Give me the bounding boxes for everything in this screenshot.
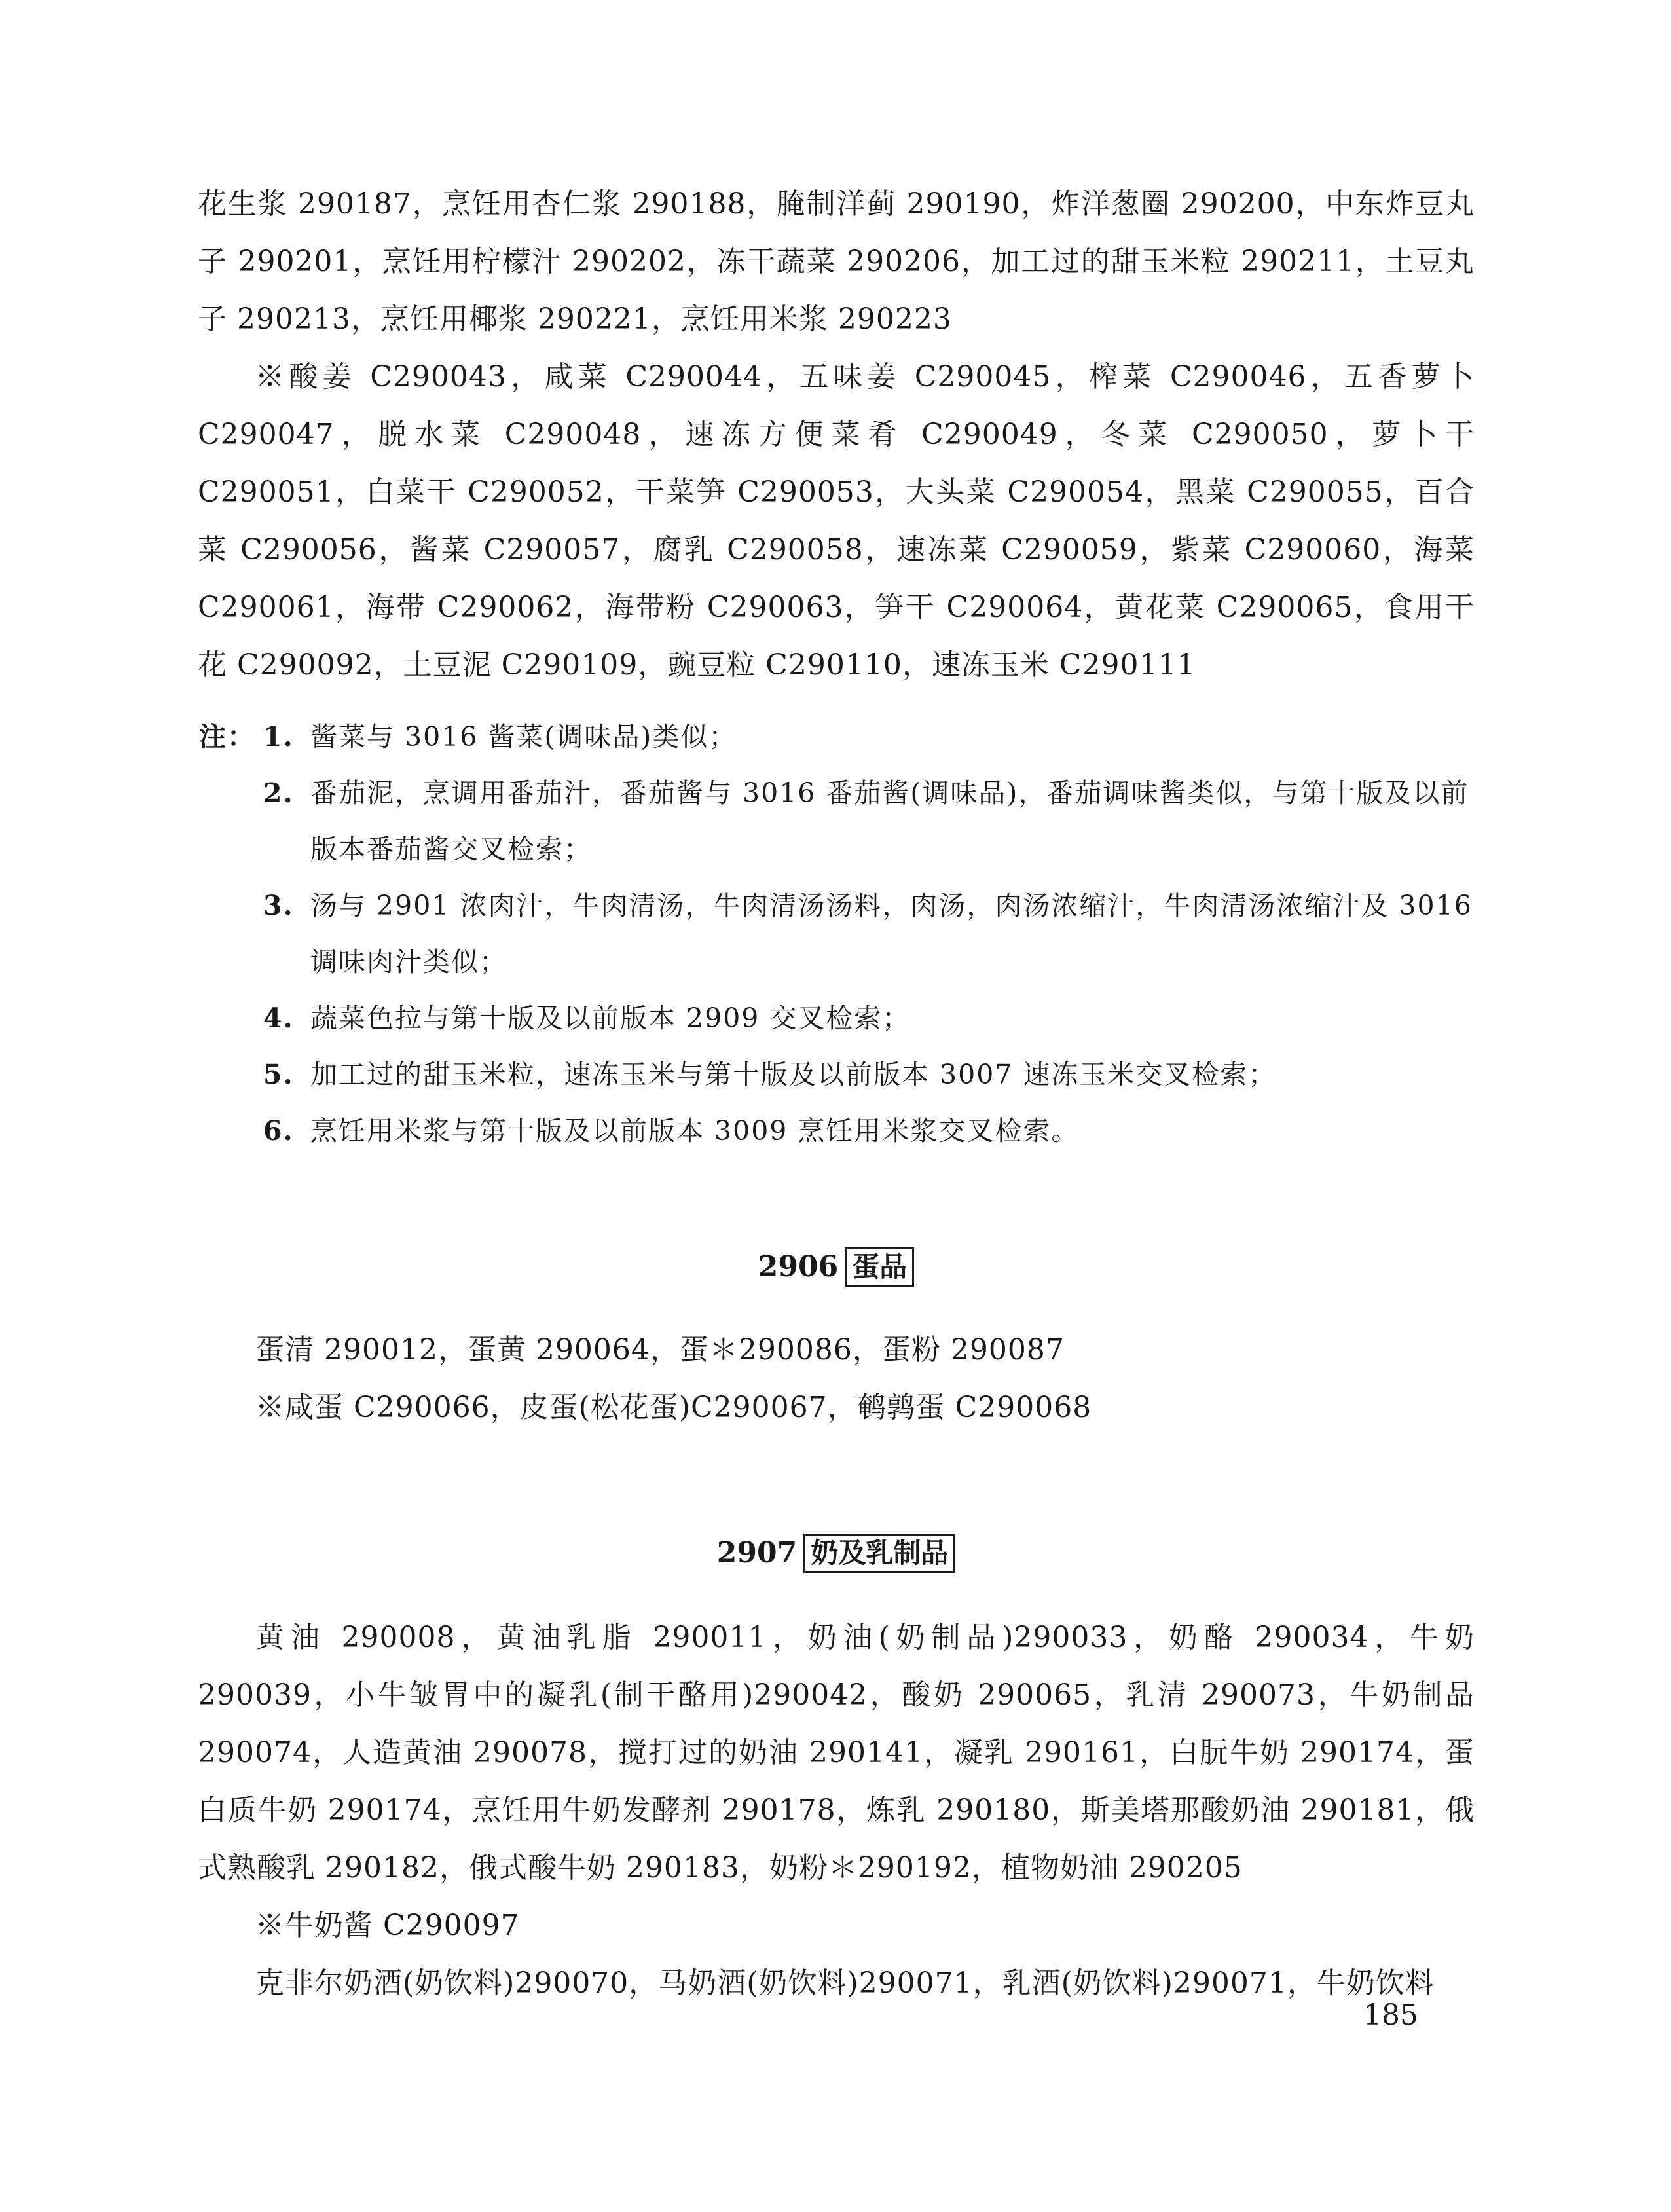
section-2906-heading — [198, 1247, 1475, 1287]
section-2906-paragraph-2: ※咸蛋 C290066，皮蛋(松花蛋)C290067，鹌鹑蛋 C290068 — [255, 1391, 1092, 1424]
note-text: 蔬菜色拉与第十版及以前版本 2909 交叉检索； — [310, 1003, 911, 1034]
notes-prefix: 注： — [199, 721, 255, 752]
note-item — [263, 1103, 1475, 1159]
section-2907-heading — [198, 1534, 1475, 1573]
section-2907-number: 2907 — [716, 1536, 798, 1570]
notes-block — [199, 709, 1475, 1159]
note-text: 汤与 2901 浓肉汁，牛肉清汤，牛肉清汤汤料，肉汤，肉汤浓缩汁，牛肉清汤浓缩汁及 3016 调味肉汁类似； — [310, 890, 1473, 978]
section-2906-paragraph-1: 蛋清 290012，蛋黄 290064，蛋＊290086，蛋粉 290087 — [255, 1333, 1065, 1367]
note-text: 番茄泥，烹调用番茄汁，番茄酱与 3016 番茄酱(调味品)，番茄调味酱类似，与第十版及以前版本番茄酱交叉检索； — [310, 777, 1469, 865]
note-item — [263, 1046, 1475, 1103]
note-item — [199, 709, 1475, 765]
note-item — [263, 765, 1475, 877]
note-item — [263, 990, 1475, 1046]
section-2906-title: 蛋品 — [845, 1247, 914, 1287]
note-number: 3. — [263, 890, 294, 921]
section-2905-paragraph-2: ※酸姜 C290043，咸菜 C290044，五味姜 C290045，榨菜 C290046，五香萝卜 C290047，脱水菜 C290048，速冻方便菜肴 C290049，冬菜 C290050，萝卜干 C290051，白菜干 C290052，干菜笋 C290053，大头菜 C290054，黑菜 C290055，百合菜 C290056，酱菜 C290057，腐乳 C290058，速冻菜 C290059，紫菜 C290060，海菜 C290061，海带 C290062，海带粉 C290063，笋干 C290064，黄花菜 C290065，食用干花 C290092，土豆泥 C290109，豌豆粒 C290110，速冻玉米 C290111 — [198, 360, 1475, 682]
section-2907-title: 奶及乳制品 — [803, 1534, 955, 1573]
document-page — [198, 0, 1475, 2212]
note-item — [263, 877, 1475, 990]
note-text: 加工过的甜玉米粒，速冻玉米与第十版及以前版本 3007 速冻玉米交叉检索； — [310, 1059, 1277, 1090]
section-2907-paragraph-3: 克非尔奶酒(奶饮料)290070，马奶酒(奶饮料)290071，乳酒(奶饮料)290071，牛奶饮料 — [255, 1966, 1435, 2000]
note-text: 酱菜与 3016 酱菜(调味品)类似； — [310, 721, 737, 752]
section-2907-paragraph-2: ※牛奶酱 C290097 — [255, 1909, 520, 1942]
note-text: 烹饪用米浆与第十版及以前版本 3009 烹饪用米浆交叉检索。 — [310, 1115, 1080, 1147]
section-2907-paragraph-1: 黄油 290008，黄油乳脂 290011，奶油(奶制品)290033，奶酪 290034，牛奶 290039，小牛皱胃中的凝乳(制干酪用)290042，酸奶 290065，乳清 290073，牛奶制品 290074，人造黄油 290078，搅打过的奶油 290141，凝乳 290161，白朊牛奶 290174，蛋白质牛奶 290174，烹饪用牛奶发酵剂 290178，炼乳 290180，斯美塔那酸奶油 290181，俄式熟酸乳 290182，俄式酸牛奶 290183，奶粉＊290192，植物奶油 290205 — [198, 1621, 1475, 1885]
note-number: 6. — [263, 1115, 294, 1147]
page-number: 185 — [1363, 1999, 1418, 2032]
note-number: 1. — [263, 721, 294, 752]
section-2906-number: 2906 — [758, 1250, 839, 1283]
note-number: 5. — [263, 1059, 294, 1090]
note-number: 2. — [263, 777, 294, 809]
section-2905-paragraph-1: 花生浆 290187，烹饪用杏仁浆 290188，腌制洋蓟 290190，炸洋葱圈 290200，中东炸豆丸子 290201，烹饪用柠檬汁 290202，冻干蔬菜 290206，加工过的甜玉米粒 290211，土豆丸子 290213，烹饪用椰浆 290221，烹饪用米浆 290223 — [198, 187, 1475, 336]
note-number: 4. — [263, 1003, 294, 1034]
